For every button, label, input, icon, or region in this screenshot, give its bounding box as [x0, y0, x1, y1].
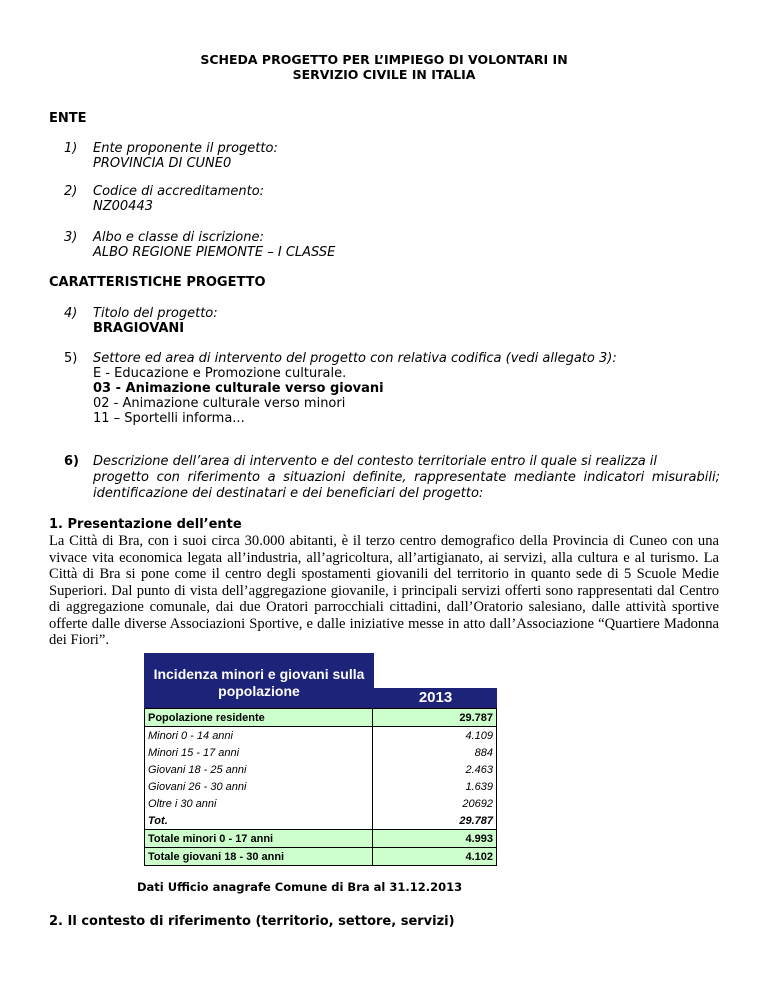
population-table [144, 708, 497, 866]
table-row-label: Giovani 26 - 30 anni [145, 778, 373, 795]
item-2-label: Codice di accreditamento: [93, 184, 265, 199]
item-2 [64, 184, 264, 214]
table-source: Dati Ufficio anagrafe Comune di Bra al 31.12.2013 [137, 880, 463, 894]
presentazione-heading: 1. Presentazione dell’ente [49, 517, 242, 532]
table-row-value: 2.463 [373, 761, 497, 778]
item-1-number: 1) [64, 141, 78, 156]
table-header: Incidenza minori e giovani sulla popolazione [144, 653, 374, 708]
table-row-label: Minori 0 - 14 anni [145, 727, 373, 745]
item-4-value: BRAGIOVANI [93, 321, 185, 336]
table-row-value: 1.639 [373, 778, 497, 795]
item-2-number: 2) [64, 184, 78, 199]
document-title [0, 52, 768, 82]
item-5 [64, 351, 724, 426]
table-row-label: Popolazione residente [145, 709, 373, 727]
item-3-value: ALBO REGIONE PIEMONTE – I CLASSE [93, 245, 336, 260]
title-line-1: SCHEDA PROGETTO PER L’IMPIEGO DI VOLONTARI IN [200, 52, 568, 67]
item-6-number: 6) [64, 454, 79, 469]
table-row [145, 744, 497, 761]
table-row-label: Totale minori 0 - 17 anni [145, 830, 373, 848]
table-row [145, 830, 497, 848]
item-6-rest: progetto con riferimento a situazioni definite, rappresentate mediante indicatori misurabili; identificazione dei destinatari e dei beneficiari del progetto: [93, 470, 720, 501]
table-row [145, 727, 497, 745]
item-5-line-2: 03 - Animazione culturale verso giovani [93, 381, 384, 396]
table-row-value: 4.102 [373, 848, 497, 866]
item-4-number: 4) [64, 306, 78, 321]
item-1-label: Ente proponente il progetto: [93, 141, 278, 156]
table-row [145, 761, 497, 778]
table-row-value: 4.993 [373, 830, 497, 848]
item-3 [64, 230, 335, 260]
title-line-2: SERVIZIO CIVILE IN ITALIA [292, 67, 476, 82]
item-3-number: 3) [64, 230, 78, 245]
table-year: 2013 [374, 688, 497, 708]
item-1-value: PROVINCIA DI CUNE0 [93, 156, 232, 171]
presentazione-paragraph: La Città di Bra, con i suoi circa 30.000 abitanti, è il terzo centro demografico della Provincia di Cuneo con una vivace vita economica legata all’industria, all’agricoltura, all’artigianato, ai servizi, alla cultura e al turismo. La Città di Bra si pone come il centro degli spostamenti giovanili del territorio in quanto sede di 5 Scuole Medie Superiori. Dal punto di vista dell’aggregazione giovanile, i principali servizi offerti sono rappresentati dal Centro di aggregazione comunale, dai due Oratori parrocchiali cittadini, dall’Oratorio salesiano, dalle attività sportive offerte dalle diverse Associazioni Sportive, e dalle iniziative messe in atto dall’Associazione “Quartiere Madonna dei Fiori”. [49, 533, 719, 648]
table-row-value: 884 [373, 744, 497, 761]
item-4 [64, 306, 218, 336]
table-row-value: 20692 [373, 795, 497, 812]
item-6 [64, 454, 720, 502]
table-row [145, 848, 497, 866]
table-row-label: Minori 15 - 17 anni [145, 744, 373, 761]
section-ente-heading: ENTE [49, 111, 87, 126]
item-5-line-1: E - Educazione e Promozione culturale. [93, 366, 347, 381]
table-row-label: Tot. [145, 812, 373, 830]
item-6-first-line: Descrizione dell’area di intervento e del contesto territoriale entro il quale si realizza il [93, 454, 658, 469]
table-row-label: Totale giovani 18 - 30 anni [145, 848, 373, 866]
table-row [145, 709, 497, 727]
contesto-heading: 2. Il contesto di riferimento (territorio, settore, servizi) [49, 914, 455, 929]
table-row [145, 778, 497, 795]
table-row [145, 812, 497, 830]
table-row-label: Oltre i 30 anni [145, 795, 373, 812]
item-4-label: Titolo del progetto: [93, 306, 218, 321]
item-2-value: NZ00443 [93, 199, 153, 214]
table-row-value: 4.109 [373, 727, 497, 745]
item-5-line-4: 11 – Sportelli informa... [93, 411, 245, 426]
table-row-value: 29.787 [373, 812, 497, 830]
table-row-value: 29.787 [373, 709, 497, 727]
item-5-line-3: 02 - Animazione culturale verso minori [93, 396, 346, 411]
item-1 [64, 141, 278, 171]
table-row [145, 795, 497, 812]
section-caratteristiche-heading: CARATTERISTICHE PROGETTO [49, 275, 266, 290]
item-3-label: Albo e classe di iscrizione: [93, 230, 264, 245]
table-row-label: Giovani 18 - 25 anni [145, 761, 373, 778]
item-5-label: Settore ed area di intervento del progetto con relativa codifica (vedi allegato 3): [93, 351, 617, 366]
item-5-number: 5) [64, 351, 78, 366]
